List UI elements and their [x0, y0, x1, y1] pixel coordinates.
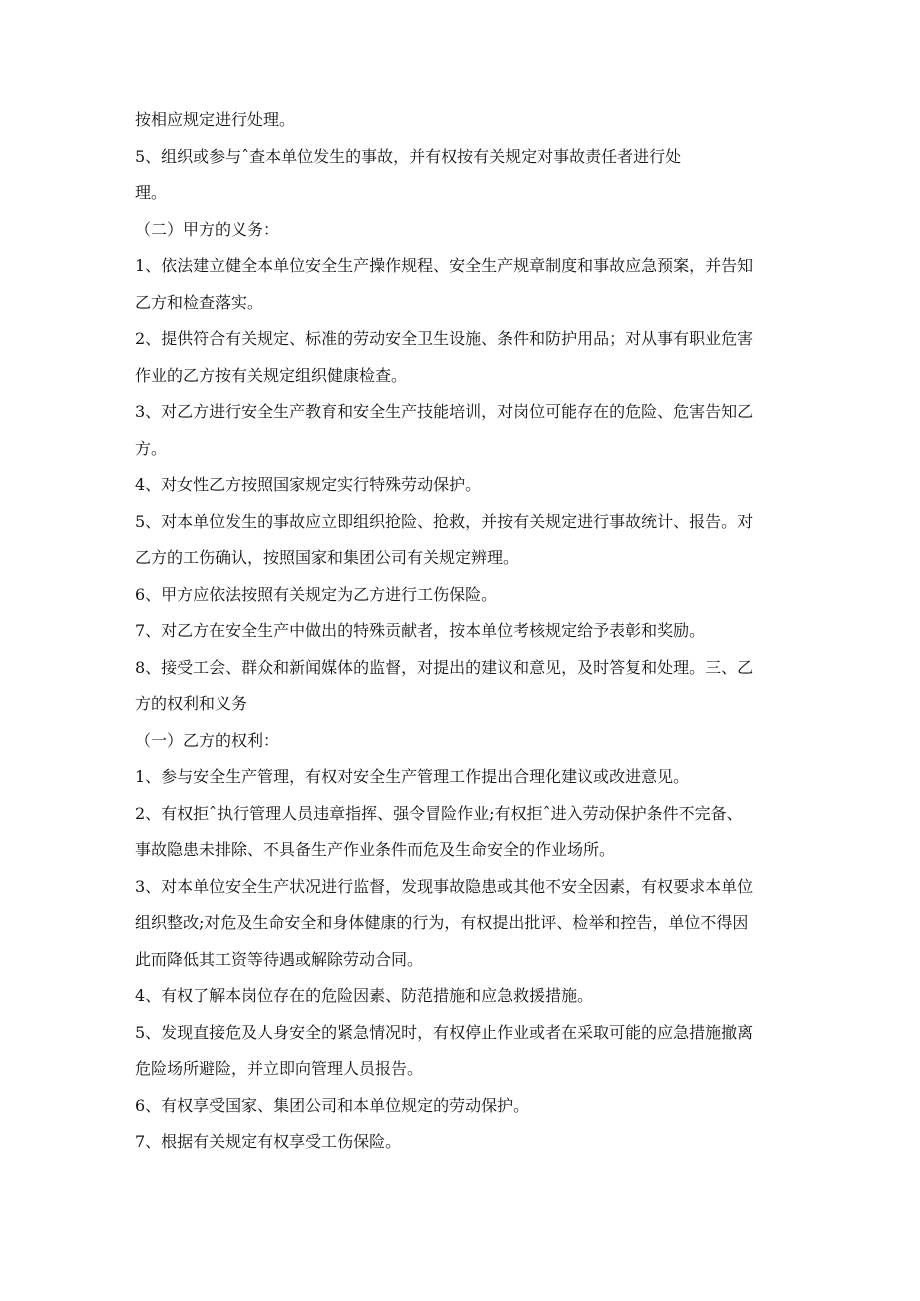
- text-line: 方的权利和义务: [135, 694, 248, 713]
- text-line: 作业的乙方按有关规定组织健康检查。: [135, 365, 408, 385]
- text-line: 此而降低其工资等待遇或解除劳动合同。: [135, 949, 424, 969]
- text-line: 5、组织或参与ˆ查本单位发生的事故，并有权按有关规定对事故责任者进行处: [135, 146, 682, 166]
- text-line: 1、依法建立健全本单位安全生产操作规程、安全生产规章制度和事故应急预案，并告知: [135, 256, 754, 275]
- text-line: 危险场所避险，并立即向管理人员报告。: [135, 1059, 424, 1078]
- text-line: 乙方和检查落实。: [135, 292, 264, 312]
- text-line: 7、对乙方在安全生产中做出的特殊贡献者，按本单位考核规定给予表彰和奖励。: [135, 621, 706, 640]
- text-line: 6、有权享受国家、集团公司和本单位规定的劳动保护。: [135, 1095, 530, 1115]
- text-line: 3、对本单位安全生产状况进行监督，发现事故隐患或其他不安全因素，有权要求本单位: [135, 876, 754, 896]
- text-line: 2、提供符合有关规定、标准的劳动安全卫生设施、条件和防护用品；对从事有职业危害: [135, 329, 754, 348]
- section-heading: （一）乙方的权利：: [135, 730, 280, 750]
- text-line: 事故隐患未排除、不具备生产作业条件而危及生命安全的作业场所。: [135, 840, 616, 859]
- text-line: 5、对本单位发生的事故应立即组织抢险、抢救，并按有关规定进行事故统计、报告。对: [135, 511, 754, 531]
- section-heading: （二）甲方的义务：: [135, 219, 280, 239]
- text-line: 组织整改;对危及生命安全和身体健康的行为，有权提出批评、检举和控告，单位不得因: [135, 913, 749, 932]
- text-line: 4、对女性乙方按照国家规定实行特殊劳动保护。: [135, 475, 482, 494]
- text-line: 2、有权拒ˆ执行管理人员违章指挥、强令冒险作业;有权拒ˆ进入劳动保护条件不完备、: [135, 803, 743, 823]
- text-line: 7、根据有关规定有权享受工伤保险。: [135, 1132, 402, 1151]
- text-line: 5、发现直接危及人身安全的紧急情况时，有权停止作业或者在采取可能的应急措施撤离: [135, 1022, 754, 1042]
- text-line: 4、有权了解本岗位存在的危险因素、防范措施和应急救援措施。: [135, 986, 594, 1005]
- document-body: [135, 102, 815, 1161]
- text-line: 方。: [135, 438, 168, 458]
- text-line: 6、甲方应依法按照有关规定为乙方进行工伤保险。: [135, 584, 498, 604]
- text-line: 1、参与安全生产管理，有权对安全生产管理工作提出合理化建议或改进意见。: [135, 767, 690, 786]
- text-line: 理。: [135, 183, 168, 202]
- text-line: 按相应规定进行处理。: [135, 110, 296, 129]
- text-line: 8、接受工会、群众和新闻媒体的监督，对提出的建议和意见，及时答复和处理。三、乙: [135, 657, 754, 677]
- text-line: 乙方的工伤确认，按照国家和集团公司有关规定辨理。: [135, 548, 520, 567]
- text-line: 3、对乙方进行安全生产教育和安全生产技能培训，对岗位可能存在的危险、危害告知乙: [135, 402, 754, 421]
